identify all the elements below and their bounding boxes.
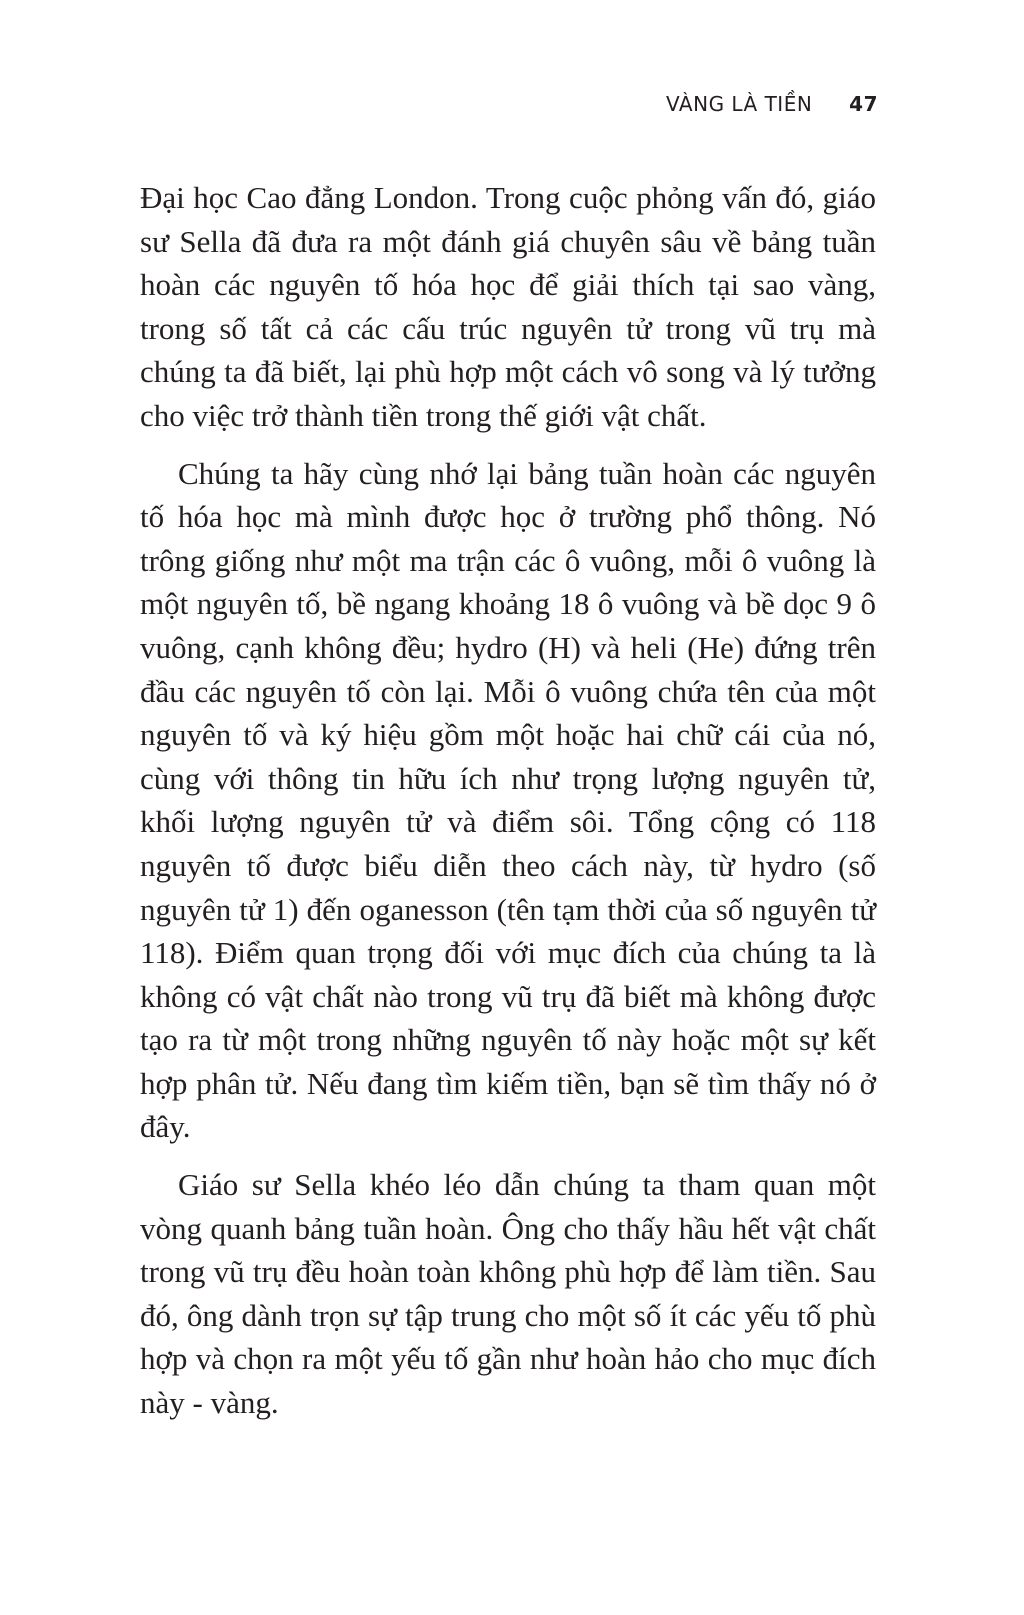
paragraph-2: Chúng ta hãy cùng nhớ lại bảng tuần hoàn các nguyên tố hóa học mà mình được học ở trường phổ thông. Nó trông giống như một ma trận các ô vuông, mỗi ô vuông là một nguyên tố, bề ngang khoảng 18 ô vuông và bề dọc 9 ô vuông, cạnh không đều; hydro (H) và heli (He) đứng trên đầu các nguyên tố còn lại. Mỗi ô vuông chứa tên của một nguyên tố và ký hiệu gồm một hoặc hai chữ cái của nó, cùng với thông tin hữu ích như trọng lượng nguyên tử, khối lượng nguyên tử và điểm sôi. Tổng cộng có 118 nguyên tố được biểu diễn theo cách này, từ hydro (số nguyên tử 1) đến oganesson (tên tạm thời của số nguyên tử 118). Điểm quan trọng đối với mục đích của chúng ta là không có vật chất nào trong vũ trụ đã biết mà không được tạo ra từ một trong những nguyên tố này hoặc một sự kết hợp phân tử. Nếu đang tìm kiếm tiền, bạn sẽ tìm thấy nó ở đây. — [140, 455, 876, 1145]
paragraph-1: Đại học Cao đẳng London. Trong cuộc phỏng vấn đó, giáo sư Sella đã đưa ra một đánh giá chuyên sâu về bảng tuần hoàn các nguyên tố hóa học để giải thích tại sao vàng, trong số tất cả các cấu trúc nguyên tử trong vũ trụ mà chúng ta đã biết, lại phù hợp một cách vô song và lý tưởng cho việc trở thành tiền trong thế giới vật chất. — [140, 180, 876, 433]
body-text — [140, 176, 876, 1439]
running-header — [666, 92, 878, 116]
page-number: 47 — [849, 92, 878, 116]
paragraph-3: Giáo sư Sella khéo léo dẫn chúng ta tham quan một vòng quanh bảng tuần hoàn. Ông cho thấy hầu hết vật chất trong vũ trụ đều hoàn toàn không phù hợp để làm tiền. Sau đó, ông dành trọn sự tập trung cho một số ít các yếu tố phù hợp và chọn ra một yếu tố gần như hoàn hảo cho mục đích này - vàng. — [140, 1167, 876, 1421]
running-title: VÀNG LÀ TIỀN — [666, 92, 813, 116]
